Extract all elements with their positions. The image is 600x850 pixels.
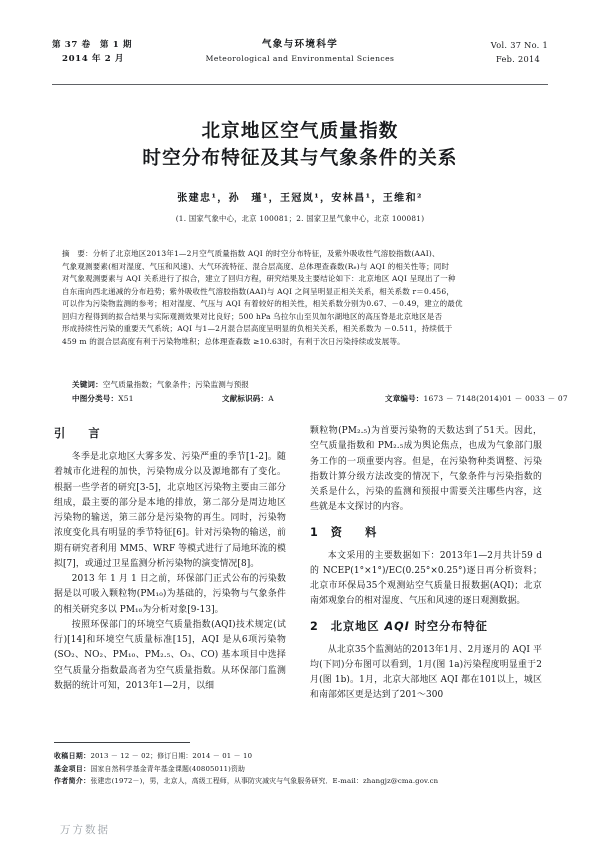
- journal-header: [52, 38, 548, 84]
- funding-value: 国家自然科学基金青年基金课题(40805011)资助: [90, 764, 246, 773]
- paragraph: 从北京35个监测站的2013年1月、2月逐月的 AQI 平均(下同)分布图可以看到，1月(图 1a)污染程度明显重于2月(图 1b)。1月，北京大部地区 AQI 都在101以上，城区和南部郊区更是达到了201～300: [310, 644, 542, 701]
- body-column-right: [310, 424, 542, 704]
- journal-volume-line-en: Vol. 37 No. 1: [490, 40, 548, 50]
- paragraph: 本文采用的主要数据如下：2013年1—2月共计59 d 的 NCEP(1°×1°)/EC(0.25°×0.25°)逐日再分析资料；北京市环保局35个观测站空气质量日报数据(AQI)；北京南郊观象台的相对湿度、气压和风速的逐日观测数据。: [310, 550, 542, 607]
- body-column-left: [54, 424, 286, 694]
- article-id-value: 1673 － 7148(2014)01 － 0033 － 07: [423, 393, 568, 403]
- journal-name: [52, 38, 548, 66]
- classification-row: [72, 392, 568, 406]
- journal-date-line-en: Feb. 2014: [495, 54, 540, 64]
- section-heading-data: [310, 523, 542, 543]
- section-heading-distribution-number: 2: [310, 619, 319, 633]
- section-heading-data-number: 1: [310, 525, 319, 539]
- page-title: [52, 118, 548, 172]
- article-id: [385, 394, 568, 403]
- author-affiliation: (1. 国家气象中心，北京 100081；2. 国家卫星气象中心，北京 100081): [175, 214, 425, 223]
- journal-name-cn: 气象与环境科学: [261, 39, 339, 50]
- keywords-value: 空气质量指数；气象条件；污染监测与预报: [102, 380, 250, 389]
- author-bio-row: [54, 775, 548, 788]
- section-heading-distribution-prefix: 北京地区: [330, 619, 385, 633]
- document-code-label: 文献标识码：: [222, 393, 269, 403]
- clc-label: 中图分类号：: [72, 393, 119, 403]
- article-id-label: 文章编号：: [385, 393, 424, 403]
- journal-volume-line: 第 37 卷 第 1 期: [52, 40, 133, 50]
- abstract-line: 摘 要：分析了北京地区2013年1—2月空气质量指数 AQI 的时空分布特征，及紫外吸收性气溶胶指数(AAI)、: [62, 249, 440, 258]
- title-line-2: 时空分布特征及其与气象条件的关系: [142, 148, 458, 169]
- funding-row: [54, 763, 548, 776]
- abstract-line: 气象观测要素(相对湿度、气压和风速)、大气环流特征、混合层高度、总体理查森数(Rₑ)与 AQI 的相关性等；同时: [62, 261, 450, 271]
- received-date-label: 收稿日期：: [54, 752, 91, 760]
- abstract-line: 对气象观测要素与 AQI 关系进行了拟合，建立了回归方程，研究结果及主要结论如下：北京地区 AQI 呈现出了一种: [62, 274, 456, 284]
- received-date-value: 2013 － 12 － 02；修订日期：2014 － 01 － 10: [90, 752, 253, 760]
- keywords-row: [72, 378, 544, 392]
- abstract-line: 可以作为污染物监测的参考；相对湿度、气压与 AQI 有着较好的相关性，相关系数分别为0.67、－0.49，建立的最优: [62, 299, 463, 309]
- journal-name-en: Meteorological and Environmental Sciences: [205, 54, 395, 63]
- author-list: 张建忠¹，孙 瑾¹，王冠岚¹，安林昌¹，王维和²: [177, 193, 423, 204]
- funding-label: 基金项目：: [54, 764, 91, 773]
- header-divider: [52, 84, 548, 85]
- section-heading-distribution-term: AQI: [384, 619, 410, 633]
- keywords-label: 关键词：: [72, 380, 103, 389]
- author-bio-value: 张建忠(1972－)，男，北京人，高级工程师，从事防灾减灾与气象服务研究．E-mail：zhangjz@cma.gov.cn: [90, 777, 439, 786]
- abstract-line: 回归方程得到的拟合结果与实际观测效果对比良好；500 hPa 乌拉尔山至贝加尔湖地区的高压脊是北京地区是否: [62, 311, 443, 321]
- title-line-1: 北京地区空气质量指数: [201, 121, 399, 142]
- clc-number: [72, 392, 222, 406]
- section-heading-distribution: [310, 617, 542, 637]
- paragraph: 冬季是北京地区大雾多发、污染严重的季节[1-2]。随着城市化进程的加快，污染物成分以及源地都有了变化。根据一些学者的研究[3-5]，北京地区污染物主要由三部分组成，最主要的部分是本地的排放，第二部分是周边地区污染物的输送，第三部分是污染物的再生。同时，污染物浓度变化具有明显的季节特征[6]。针对污染物的输送，前期有研究者利用 MM5、WRF 等模式进行了局地环流的模拟[7]，或通过卫星监测分析污染物的演变情况[8]。: [54, 452, 286, 569]
- database-watermark: 万方数据: [60, 824, 110, 836]
- title-block: [52, 118, 548, 224]
- footnote-divider: [54, 742, 190, 743]
- document-code: [222, 392, 385, 406]
- paragraph: 按照环保部门的环境空气质量指数(AQI)技术规定(试行)[14]和环境空气质量标准[15]，AQI 是从6项污染物(SO₂、NO₂、PM₁₀、PM₂.₅、O₃、CO) 基本项目中选择空气质量分指数最高者为空气质量指数。从环保部门监测数据的统计可知，2013年1—2月，以细: [54, 619, 286, 691]
- section-heading-data-label: 资 料: [330, 525, 383, 539]
- received-date-row: [54, 750, 548, 763]
- section-heading-distribution-suffix: 时空分布特征: [409, 619, 488, 633]
- section-heading-introduction: [54, 424, 286, 444]
- abstract-block: [62, 248, 544, 348]
- document-code-value: A: [268, 393, 274, 403]
- journal-date-line: 2014 年 2 月: [62, 54, 125, 64]
- paragraph-continued: 颗粒物(PM₂.₅)为首要污染物的天数达到了51天。因此，空气质量指数和 PM₂.₅成为舆论焦点，也成为气象部门服务工作的一项重要内容。但是，在污染物种类调整、污染指数计算分级方法改变的情况下，气象条件与污染指数的关系是什么，污染的监测和预报中需要关注哪些内容，这些就是本文探讨的内容。: [310, 426, 542, 513]
- footnote-block: [54, 750, 548, 788]
- author-bio-label: 作者简介：: [54, 777, 91, 786]
- journal-volume-issue-en: [491, 38, 548, 66]
- clc-value: X51: [118, 393, 134, 403]
- section-heading-introduction-label: 引 言: [54, 427, 106, 440]
- article-metadata: [72, 378, 568, 405]
- paragraph: 2013 年 1 月 1 日之前，环保部门正式公布的污染数据是以可吸入颗粒物(PM₁₀)为基础的，污染物与气象条件的相关研究多以 PM₁₀为分析对象[9-13]。: [54, 574, 286, 615]
- abstract-line: 自东南向西北递减的分布趋势；紫外吸收性气溶胶指数(AAI)与 AQI 之间呈明显正相关关系，相关系数 r＝0.456，: [62, 286, 455, 296]
- abstract-line: 459 m 的混合层高度有利于污染物堆积；总体理查森数 ≥10.63时，有利于次日污染持续或发展等。: [62, 336, 405, 346]
- abstract-line: 形成持续性污染的重要天气系统；AQI 与1—2月混合层高度呈明显的负相关关系，相关系数为 －0.511，持续低于: [62, 324, 453, 334]
